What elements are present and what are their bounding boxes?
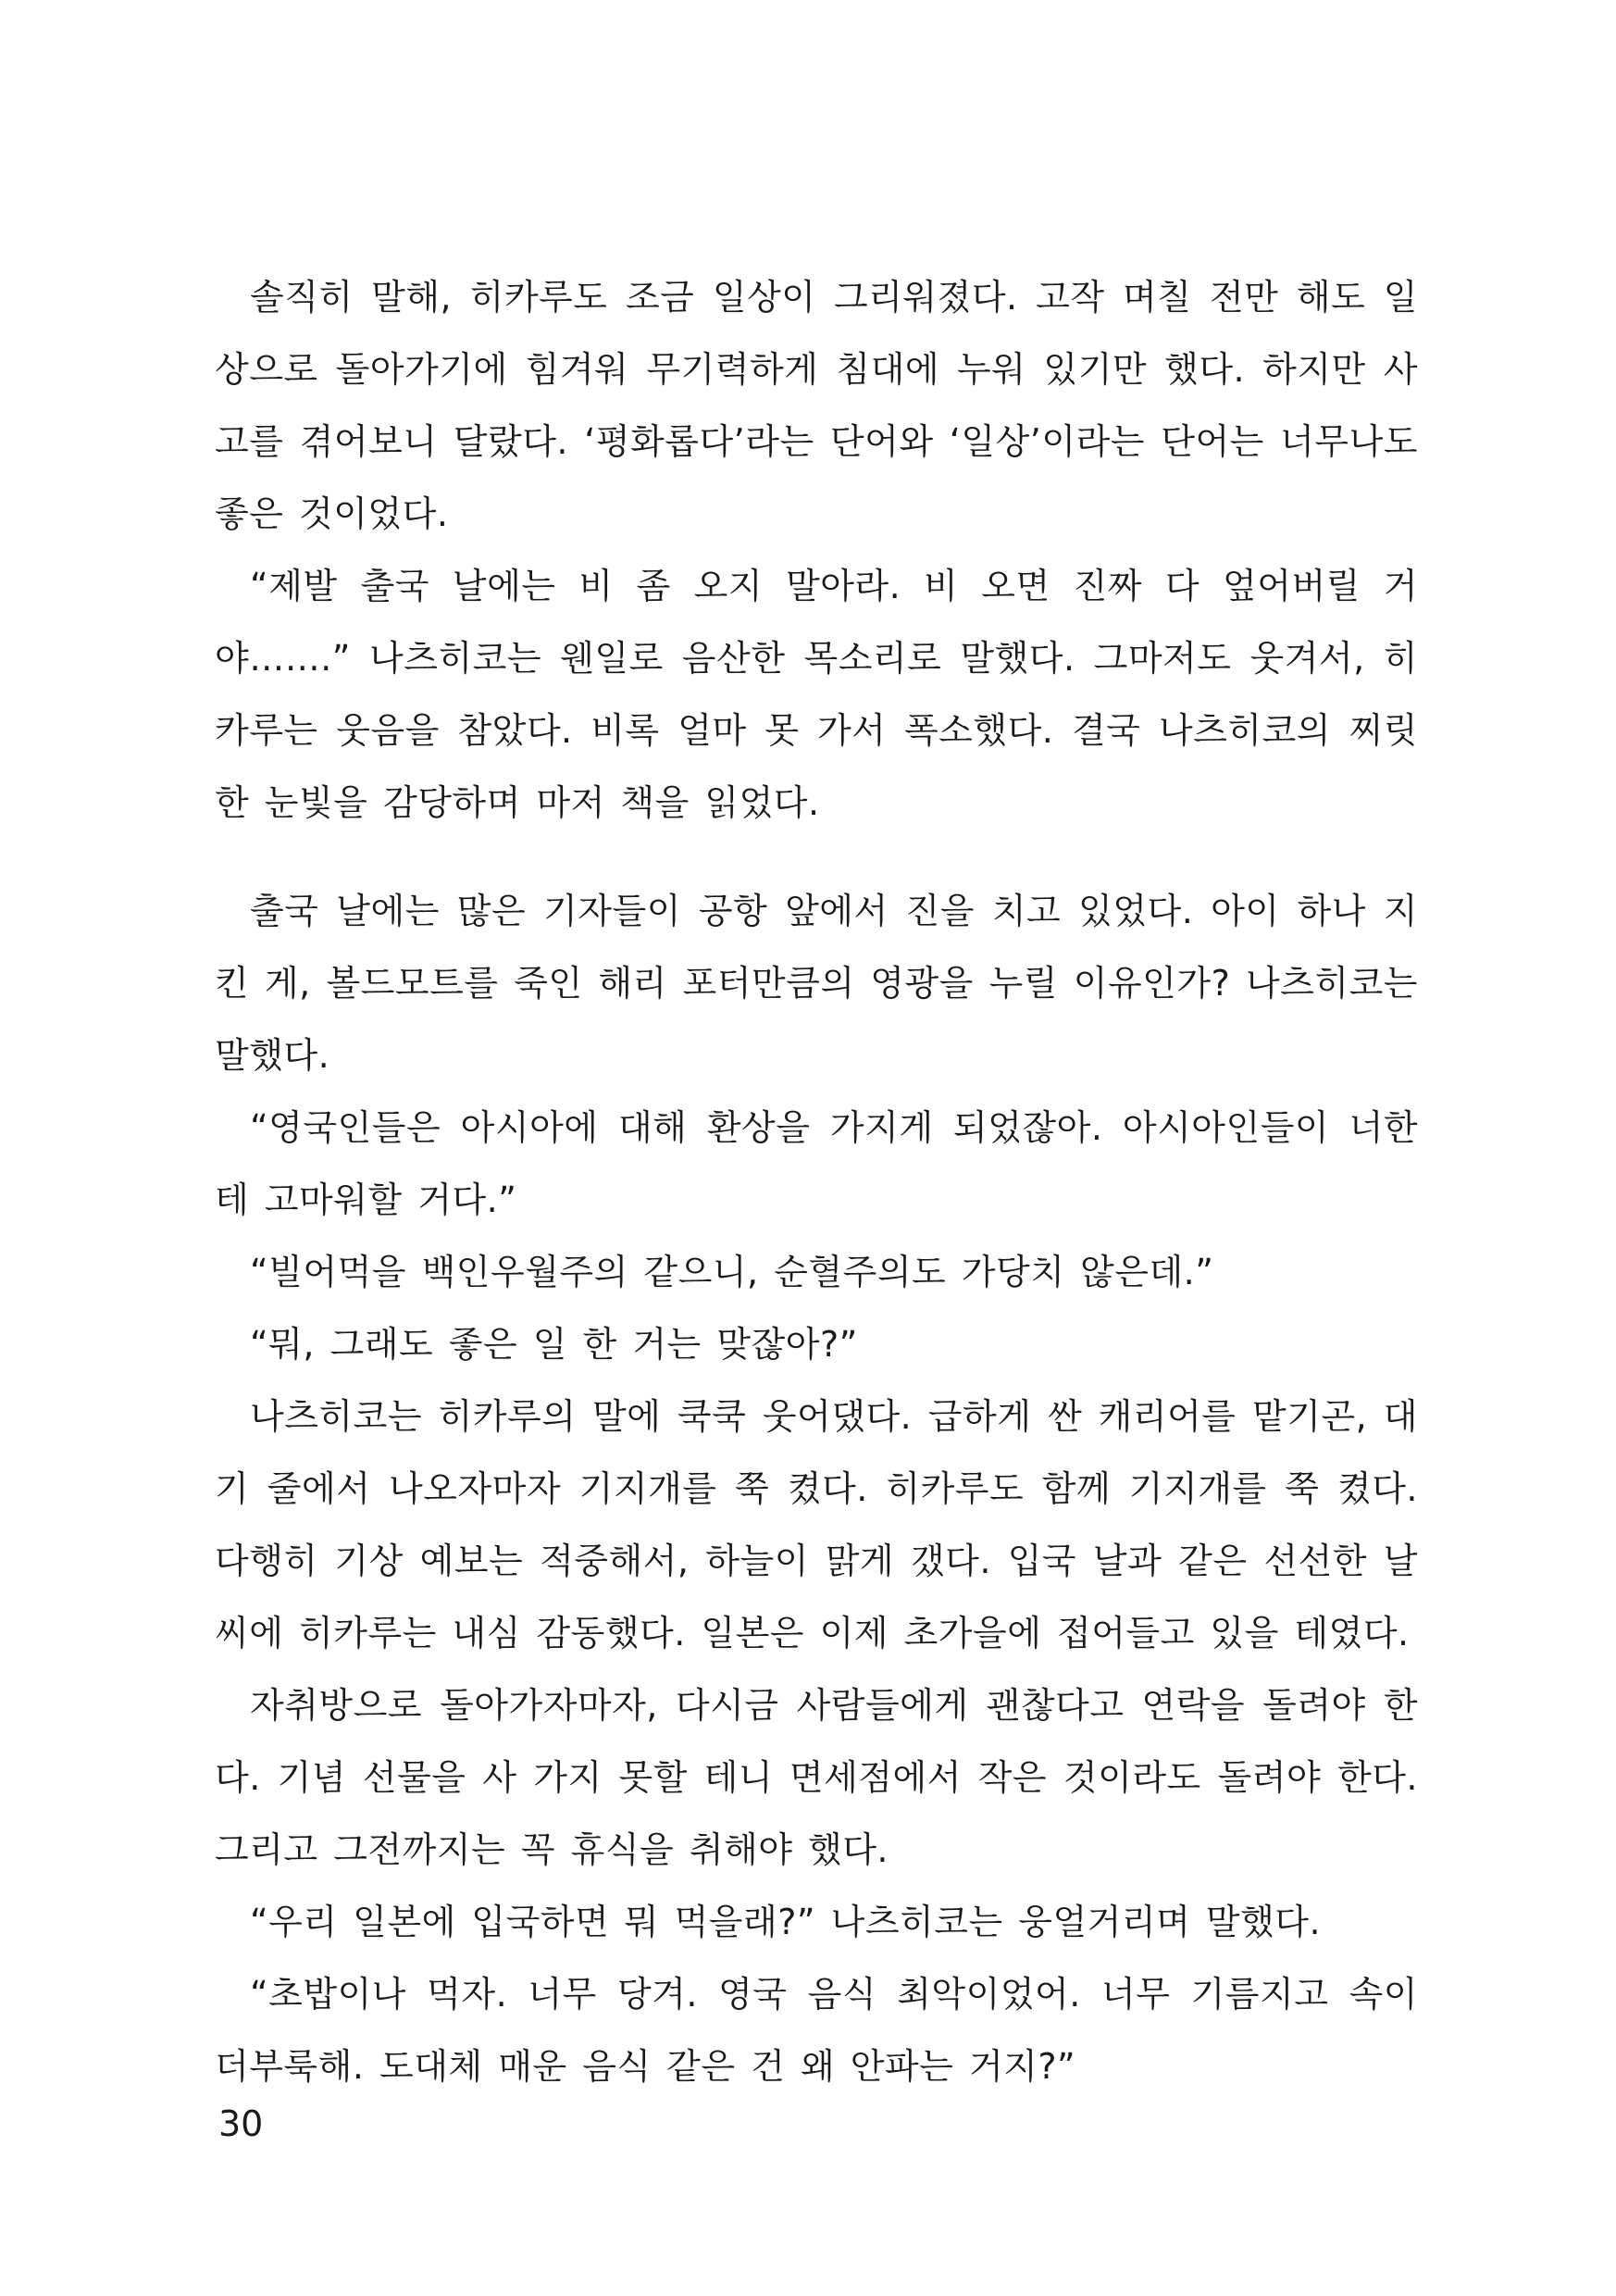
paragraph: “영국인들은 아시아에 대해 환상을 가지게 되었잖아. 아시아인들이 너한테 고마워할 거다.”	[215, 1107, 1418, 1220]
paragraph: “빌어먹을 백인우월주의 같으니, 순혈주의도 가당치 않은데.”	[250, 1252, 1214, 1292]
paragraph: 나츠히코는 히카루의 말에 쿡쿡 웃어댔다. 급하게 싼 캐리어를 맡기곤, 대기 줄에서 나오자마자 기지개를 쭉 켰다. 히카루도 함께 기지개를 쭉 켰다. 다행히 기상 예보는 적중해서, 하늘이 맑게 갰다. 입국 날과 같은 선선한 날씨에 히카루는 내심 감동했다. 일본은 이제 초가을에 접어들고 있을 테였다.	[215, 1396, 1418, 1653]
paragraph: “제발 출국 날에는 비 좀 오지 말아라. 비 오면 진짜 다 엎어버릴 거야…….” 나츠히코는 웬일로 음산한 목소리로 말했다. 그마저도 웃겨서, 히카루는 웃음을 참았다. 비록 얼마 못 가서 폭소했다. 결국 나츠히코의 찌릿한 눈빛을 감당하며 마저 책을 읽었다.	[215, 566, 1418, 823]
page-number: 30	[218, 2103, 264, 2144]
paragraph: 출국 날에는 많은 기자들이 공항 앞에서 진을 치고 있었다. 아이 하나 지킨 게, 볼드모트를 죽인 해리 포터만큼의 영광을 누릴 이유인가? 나츠히코는 말했다.	[215, 891, 1418, 1076]
text-section-1	[215, 261, 1418, 839]
paragraph: 자취방으로 돌아가자마자, 다시금 사람들에게 괜찮다고 연락을 돌려야 한다. 기념 선물을 사 가지 못할 테니 면세점에서 작은 것이라도 돌려야 한다. 그리고 그전까지는 꼭 휴식을 취해야 했다.	[215, 1685, 1418, 1870]
paragraph: “뭐, 그래도 좋은 일 한 거는 맞잖아?”	[250, 1324, 858, 1365]
text-section-2	[215, 875, 1418, 2103]
paragraph: 솔직히 말해, 히카루도 조금 일상이 그리워졌다. 고작 며칠 전만 해도 일상으로 돌아가기에 힘겨워 무기력하게 침대에 누워 있기만 했다. 하지만 사고를 겪어보니 달랐다. ‘평화롭다’라는 단어와 ‘일상’이라는 단어는 너무나도 좋은 것이었다.	[215, 277, 1418, 534]
paragraph: “우리 일본에 입국하면 뭐 먹을래?” 나츠히코는 웅얼거리며 말했다.	[250, 1902, 1322, 1942]
paragraph: “초밥이나 먹자. 너무 당겨. 영국 음식 최악이었어. 너무 기름지고 속이 더부룩해. 도대체 매운 음식 같은 건 왜 안파는 거지?”	[215, 1974, 1418, 2087]
